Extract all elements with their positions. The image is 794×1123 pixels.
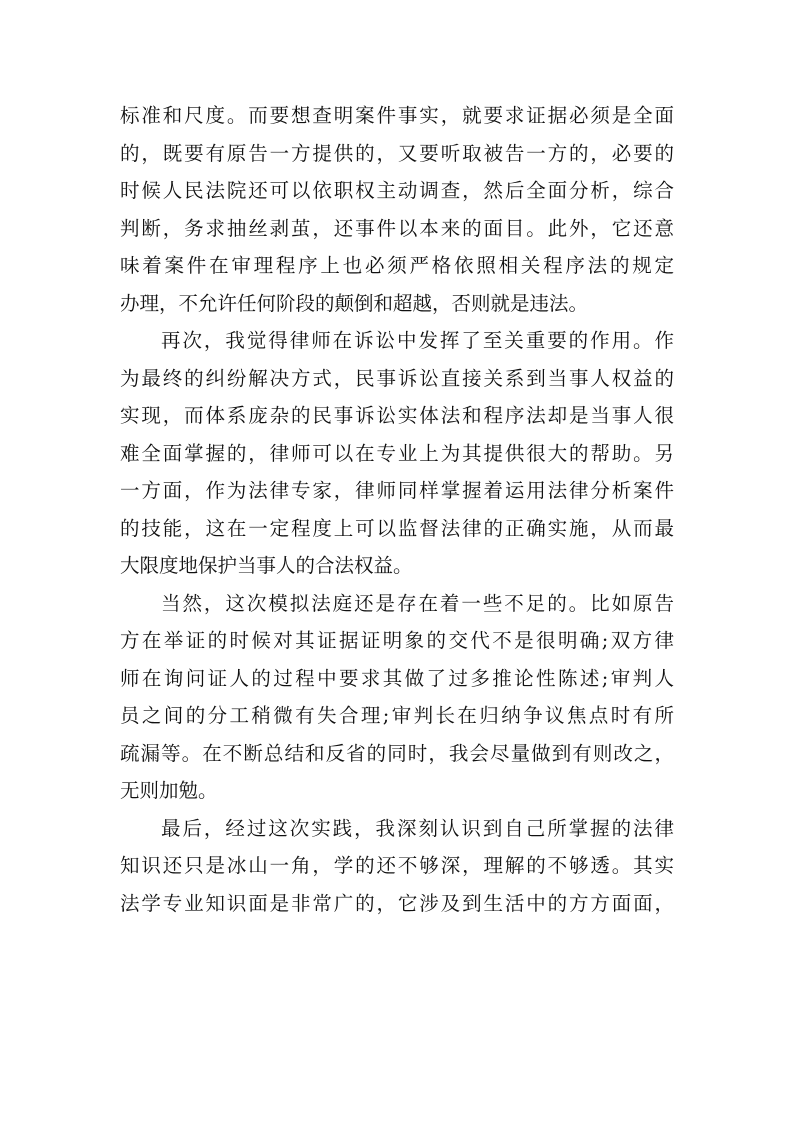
paragraph-first-line: 当然，这次模拟法庭还是存在着一些不足的。比如原告 xyxy=(161,591,674,615)
text-line: 方在举证的时候对其证据证明象的交代不是很明确;双方律 xyxy=(120,629,674,652)
text-line: 的技能，这在一定程度上可以监督法律的正确实施，从而最 xyxy=(120,516,674,540)
text-line: 味着案件在审理程序上也必须严格依照相关程序法的规定 xyxy=(120,254,674,277)
paragraph-first-line: 最后，经过这次实践，我深刻认识到自己所掌握的法律 xyxy=(161,816,674,840)
text-line: 师在询问证人的过程中要求其做了过多推论性陈述;审判人 xyxy=(120,666,674,690)
text-line: 办理，不允许任何阶段的颠倒和超越，否则就是违法。 xyxy=(120,291,589,315)
text-line: 法学专业知识面是非常广的，它涉及到生活中的方方面面， xyxy=(120,891,674,915)
text-line: 的，既要有原告一方提供的，又要听取被告一方的，必要的 xyxy=(120,141,674,165)
paragraph-first-line: 再次，我觉得律师在诉讼中发挥了至关重要的作用。作 xyxy=(161,329,674,352)
text-line: 标准和尺度。而要想查明案件事实，就要求证据必须是全面 xyxy=(120,104,674,127)
text-line: 为最终的纠纷解决方式，民事诉讼直接关系到当事人权益的 xyxy=(120,366,674,390)
text-line: 大限度地保护当事人的合法权益。 xyxy=(120,554,413,577)
text-line: 一方面，作为法律专家，律师同样掌握着运用法律分析案件 xyxy=(120,479,674,502)
text-line: 时候人民法院还可以依职权主动调查，然后全面分析，综合 xyxy=(120,179,674,202)
text-line: 无则加勉。 xyxy=(120,779,218,802)
text-line: 实现，而体系庞杂的民事诉讼实体法和程序法却是当事人很 xyxy=(120,404,674,427)
body-text xyxy=(120,97,674,922)
text-line: 疏漏等。在不断总结和反省的同时，我会尽量做到有则改之， xyxy=(120,741,674,765)
text-line: 员之间的分工稍微有失合理;审判长在归纳争议焦点时有所 xyxy=(120,704,674,727)
text-line: 判断，务求抽丝剥茧，还事件以本来的面目。此外，它还意 xyxy=(120,216,674,240)
text-line: 难全面掌握的，律师可以在专业上为其提供很大的帮助。另 xyxy=(120,441,674,465)
text-line: 知识还只是冰山一角，学的还不够深，理解的不够透。其实 xyxy=(120,854,674,877)
